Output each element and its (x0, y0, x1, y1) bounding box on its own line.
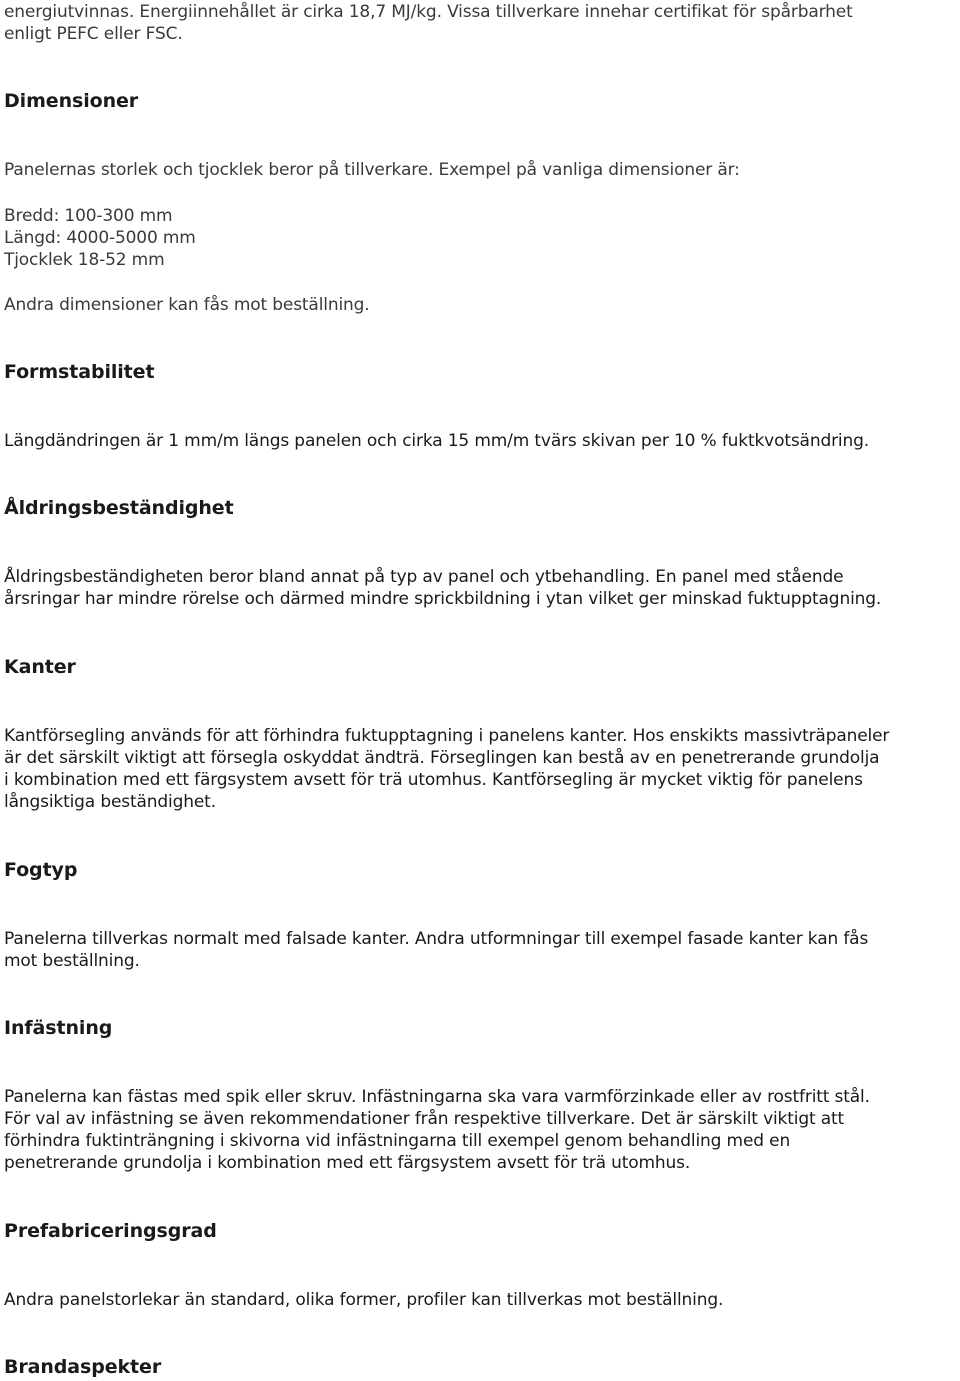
dimension-item-langd: Längd: 4000-5000 mm (4, 228, 196, 248)
heading-aldringsbestandighet: Åldringsbeständighet (4, 497, 234, 519)
heading-brandaspekter: Brandaspekter (4, 1356, 162, 1378)
heading-infastning: Infästning (4, 1017, 113, 1039)
kanter-line-2: är det särskilt viktigt att försegla oskyddat ändträ. Förseglingen kan bestå av en penetrerande grundolja (4, 748, 880, 768)
heading-prefabriceringsgrad: Prefabriceringsgrad (4, 1220, 217, 1242)
intro-line-1: energiutvinnas. Energiinnehållet är cirka 18,7 MJ/kg. Vissa tillverkare innehar certifikat för spårbarhet (4, 2, 853, 22)
infastning-line-4: penetrerande grundolja i kombination med ett färgsystem avsett för trä utomhus. (4, 1153, 691, 1173)
heading-dimensioner: Dimensioner (4, 90, 139, 112)
kanter-line-1: Kantförsegling används för att förhindra fuktupptagning i panelens kanter. Hos enskikts massivträpaneler (4, 726, 890, 746)
fogtyp-line-2: mot beställning. (4, 951, 140, 971)
formstabilitet-line-1: Längdändringen är 1 mm/m längs panelen och cirka 15 mm/m tvärs skivan per 10 % fuktkvotsändring. (4, 431, 870, 451)
intro-line-2: enligt PEFC eller FSC. (4, 24, 183, 44)
infastning-line-3: förhindra fuktinträngning i skivorna vid infästningarna till exempel genom behandling med en (4, 1131, 791, 1151)
infastning-line-1: Panelerna kan fästas med spik eller skruv. Infästningarna ska vara varmförzinkade eller av rostfritt stål. (4, 1087, 870, 1107)
heading-formstabilitet: Formstabilitet (4, 361, 155, 383)
heading-kanter: Kanter (4, 656, 76, 678)
aldring-line-1: Åldringsbeständigheten beror bland annat på typ av panel och ytbehandling. En panel med stående (4, 567, 844, 587)
dimension-item-bredd: Bredd: 100-300 mm (4, 206, 173, 226)
prefab-line-1: Andra panelstorlekar än standard, olika former, profiler kan tillverkas mot beställning. (4, 1290, 724, 1310)
dimension-item-tjocklek: Tjocklek 18-52 mm (4, 250, 165, 270)
aldring-line-2: årsringar har mindre rörelse och därmed mindre sprickbildning i ytan vilket ger minskad fuktupptagning. (4, 589, 882, 609)
kanter-line-4: långsiktiga beständighet. (4, 792, 216, 812)
dimensioner-paragraph: Panelernas storlek och tjocklek beror på tillverkare. Exempel på vanliga dimensioner är: (4, 160, 740, 180)
fogtyp-line-1: Panelerna tillverkas normalt med falsade kanter. Andra utformningar till exempel fasade kanter kan fås (4, 929, 869, 949)
dimensioner-note: Andra dimensioner kan fås mot beställning. (4, 295, 370, 315)
heading-fogtyp: Fogtyp (4, 859, 78, 881)
infastning-line-2: För val av infästning se även rekommendationer från respektive tillverkare. Det är särskilt viktigt att (4, 1109, 845, 1129)
kanter-line-3: i kombination med ett färgsystem avsett för trä utomhus. Kantförsegling är mycket viktig för panelens (4, 770, 863, 790)
